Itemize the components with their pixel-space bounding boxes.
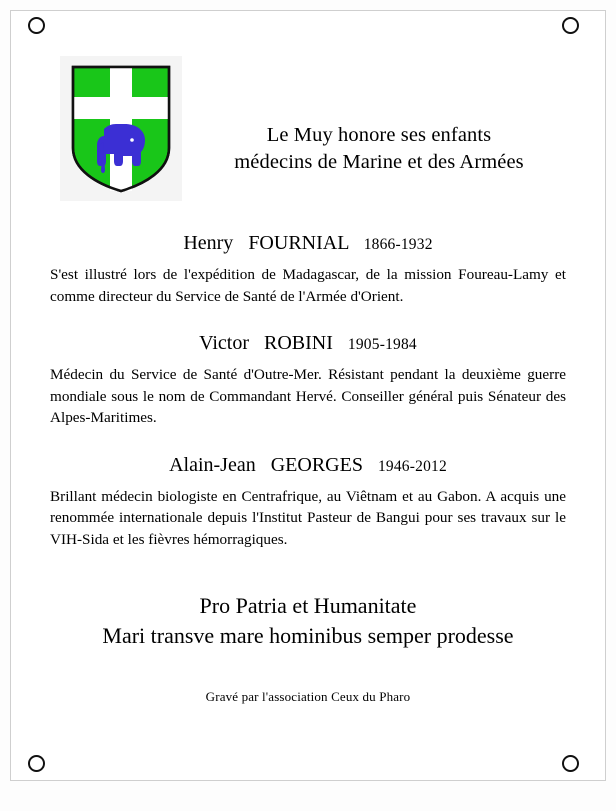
- honoree-description: S'est illustré lors de l'expédition de Madagascar, de la mission Foureau-Lamy et comme directeur du Service de Santé de l'Armée d'Orient.: [50, 266, 566, 305]
- bolt-top-left: [28, 17, 45, 34]
- plaque-header: [48, 56, 568, 201]
- honoree-first-name: Henry: [183, 232, 234, 254]
- honoree-last-name: FOURNIAL: [248, 232, 349, 254]
- honoree-years: 1905-1984: [347, 336, 417, 354]
- motto-line-1: Pro Patria et Humanitate: [199, 592, 417, 618]
- honoree-name: [48, 331, 568, 355]
- plaque-credit: Gravé par l'association Ceux du Pharo: [205, 689, 411, 705]
- motto-line-2: Mari transve mare hominibus semper prodesse: [102, 622, 514, 648]
- bolt-bottom-right: [562, 755, 579, 772]
- honoree-years: 1866-1932: [363, 236, 433, 253]
- honoree-entry: [48, 331, 568, 429]
- honoree-first-name: Victor: [199, 332, 250, 355]
- honoree-first-name: Alain-Jean: [169, 453, 256, 476]
- bolt-bottom-left: [28, 755, 45, 772]
- honoree-description: Médecin du Service de Santé d'Outre-Mer. Résistant pendant la deuxième guerre mondiale sous le nom de Commandant Hervé. Conseiller général puis Sénateur des Alpes-Maritimes.: [50, 366, 566, 427]
- honoree-name: [48, 231, 568, 255]
- honoree-entry: [48, 453, 568, 551]
- plaque-motto: [48, 591, 568, 652]
- plaque-content: [48, 56, 568, 746]
- honoree-last-name: ROBINI: [264, 332, 333, 355]
- bolt-top-right: [562, 17, 579, 34]
- honoree-description: Brillant médecin biologiste en Centrafrique, au Viêtnam et au Gabon. A acquis une renommée internationale depuis l'Institut Pasteur de Bangui pour ses travaux sur le VIH-Sida et les fièvres hémorragiques.: [50, 487, 566, 549]
- honoree-entry: [48, 231, 568, 307]
- honoree-years: 1946-2012: [377, 457, 447, 475]
- plaque-title: [182, 56, 568, 176]
- honoree-name: [48, 453, 568, 477]
- coat-of-arms-icon: [60, 56, 182, 201]
- honoree-last-name: GEORGES: [270, 453, 363, 476]
- plaque-title-line-2: médecins de Marine et des Armées: [234, 151, 524, 174]
- plaque-title-line-1: Le Muy honore ses enfants: [266, 124, 492, 146]
